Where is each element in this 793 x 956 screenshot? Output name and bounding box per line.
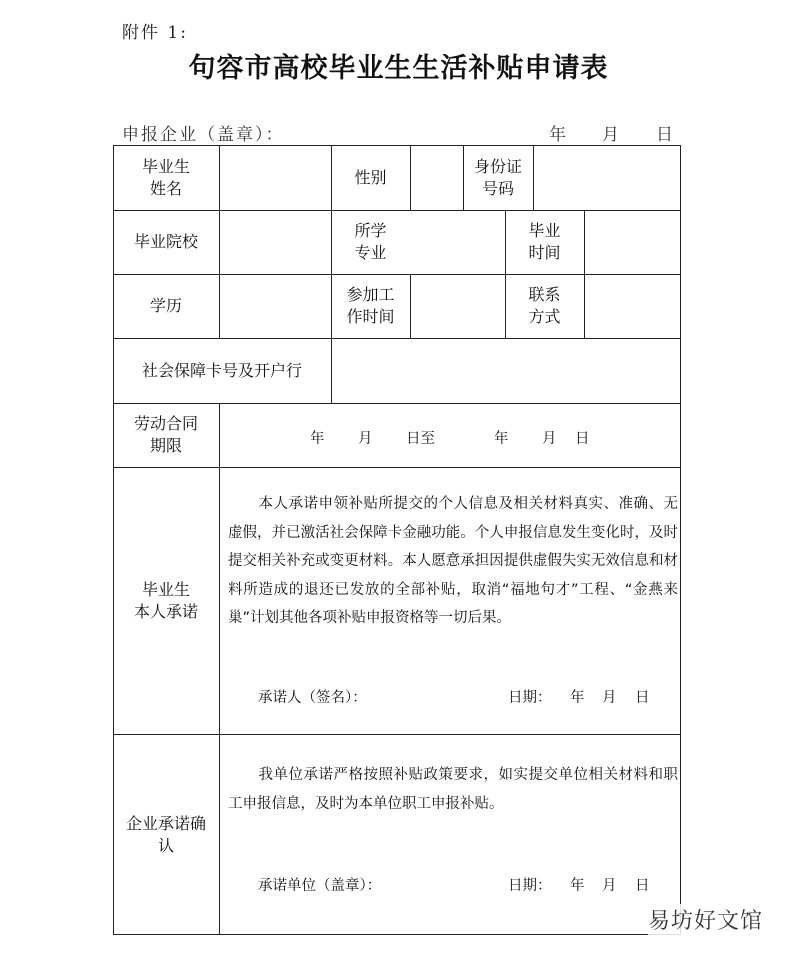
major-label: 所学 专业 — [354, 221, 387, 262]
company-commitment-label: 企业承诺确 认 — [125, 813, 206, 855]
company-label: 申报企业（盖章）： — [122, 125, 285, 145]
graduate-date-label: 日期： — [508, 690, 552, 706]
contract-period-label: 劳动合同 期限 — [133, 414, 198, 455]
company-commitment-text — [228, 761, 678, 818]
contract-start-month: 月 — [358, 431, 373, 447]
graduate-name-label: 毕业生 姓名 — [141, 157, 190, 198]
contract-period-field[interactable] — [220, 404, 680, 467]
company-date-day: 日 — [635, 878, 650, 894]
company-seal-field[interactable] — [400, 868, 495, 898]
header-month: 月 — [602, 125, 619, 145]
id-number-field[interactable] — [534, 146, 680, 210]
social-card-label: 社会保障卡号及开户行 — [141, 360, 302, 380]
social-card-field[interactable] — [332, 339, 680, 403]
graduate-date-day: 日 — [635, 690, 650, 706]
header-year: 年 — [549, 125, 566, 145]
graduate-name-field[interactable] — [220, 146, 331, 210]
graduate-commitment-text — [228, 490, 678, 633]
watermark: 易坊好文馆 — [648, 904, 763, 935]
graduate-date-year: 年 — [570, 690, 585, 706]
education-label: 学历 — [149, 296, 182, 315]
work-start-time-field[interactable] — [411, 275, 505, 338]
graduate-commitment-body: 本人承诺申领补贴所提交的个人信息及相关材料真实、准确、无虚假，并已激活社会保障卡金融功能。个人申报信息发生变化时，及时提交相关补充或变更材料。本人愿意承担因提供虚假失实无效信息和材料所造成的退还已发放的全部补贴，取消“福地句才”工程、“金燕来巢”计划其他各项补贴申报资格等一切后果。 — [228, 496, 678, 627]
contract-end-month: 月 — [542, 431, 557, 447]
graduation-time-label: 毕业 时间 — [528, 221, 561, 262]
company-date-label: 日期： — [508, 878, 552, 894]
major-field[interactable] — [411, 211, 505, 274]
contract-start-year: 年 — [310, 431, 325, 447]
gender-field[interactable] — [411, 146, 463, 210]
form-title: 句容市高校毕业生生活补贴申请表 — [188, 53, 609, 84]
graduate-commitment-label: 毕业生 本人承诺 — [133, 579, 198, 621]
school-field[interactable] — [220, 211, 331, 274]
signer-label: 承诺人（签名）： — [258, 690, 367, 706]
header-day: 日 — [656, 125, 673, 145]
attachment-label: 附件 1: — [122, 23, 188, 43]
id-number-label: 身份证 号码 — [473, 157, 522, 198]
graduation-time-field[interactable] — [585, 211, 680, 274]
company-signer-label: 承诺单位（盖章）： — [258, 878, 382, 894]
education-field[interactable] — [220, 275, 331, 338]
contract-start-day: 日至 — [406, 431, 435, 447]
company-date-month: 月 — [602, 878, 617, 894]
graduate-signature-field[interactable] — [380, 680, 490, 710]
contact-field[interactable] — [585, 275, 680, 338]
school-label: 毕业院校 — [133, 232, 198, 251]
graduate-date-month: 月 — [602, 690, 617, 706]
contract-end-year: 年 — [494, 431, 509, 447]
col-divider — [219, 403, 220, 935]
work-start-time-label: 参加工 作时间 — [346, 285, 395, 326]
gender-label: 性别 — [354, 168, 387, 187]
contact-label: 联系 方式 — [528, 285, 561, 326]
company-date-year: 年 — [570, 878, 585, 894]
company-commitment-body: 我单位承诺严格按照补贴政策要求，如实提交单位相关材料和职工申报信息，及时为本单位职工申报补贴。 — [228, 767, 678, 812]
contract-end-day: 日 — [575, 431, 590, 447]
